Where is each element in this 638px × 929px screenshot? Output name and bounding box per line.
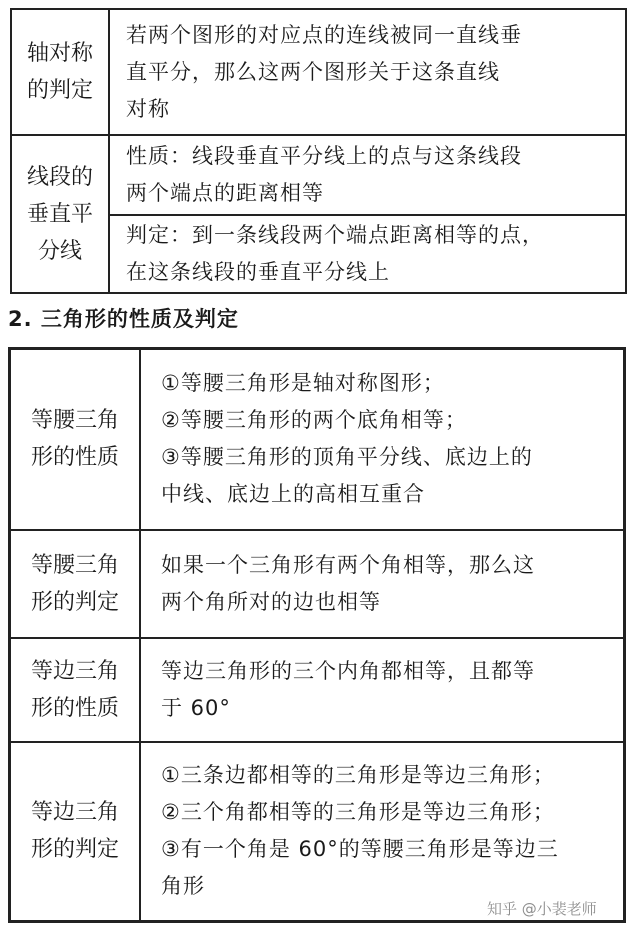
table-row <box>11 9 626 135</box>
label-line: 等边三角 <box>30 658 119 684</box>
content-line: ②等腰三角形的两个底角相等； <box>161 408 467 433</box>
row-label <box>11 9 109 135</box>
content-line: 两个角所对的边也相等 <box>161 589 381 614</box>
label-line: 垂直平 <box>26 201 93 227</box>
axial-symmetry-table <box>10 8 627 294</box>
label-line: 等腰三角 <box>30 408 119 434</box>
content-line: ①三条边都相等的三角形是等边三角形； <box>161 763 555 788</box>
content-line: 直平分，那么这两个图形关于这条直线 <box>126 59 500 84</box>
label-line: 分线 <box>37 238 82 264</box>
table-row <box>11 135 626 215</box>
row-content <box>140 530 625 638</box>
row-label <box>11 135 109 293</box>
content-line: 在这条线段的垂直平分线上 <box>126 260 390 284</box>
content-line: 若两个图形的对应点的连线被同一直线垂 <box>126 22 522 47</box>
section-heading: 2. 三角形的性质及判定 <box>8 307 239 331</box>
content-line: ③等腰三角形的顶角平分线、底边上的 <box>161 445 533 470</box>
row-label <box>10 349 141 530</box>
table-row <box>10 742 625 922</box>
content-line: ③有一个角是 60°的等腰三角形是等边三 <box>161 837 559 862</box>
label-line: 轴对称 <box>26 41 93 66</box>
row-label <box>10 742 141 922</box>
content-line: 角形 <box>161 874 205 899</box>
row-content <box>140 638 625 742</box>
row-content <box>140 349 625 530</box>
triangle-properties-table <box>8 347 626 923</box>
row-content <box>109 135 626 215</box>
label-line: 等边三角 <box>30 800 119 826</box>
content-line: ①等腰三角形是轴对称图形； <box>161 371 445 396</box>
content-line: 对称 <box>126 96 170 121</box>
content-line: 两个端点的距离相等 <box>126 181 324 205</box>
content-line: 如果一个三角形有两个角相等，那么这 <box>161 552 535 577</box>
content-line: 于 60° <box>161 695 231 720</box>
row-label <box>10 638 141 742</box>
watermark: 知乎 @小裴老师 <box>487 900 597 918</box>
row-content <box>109 215 626 293</box>
label-line: 形的性质 <box>30 445 119 471</box>
table-row <box>10 530 625 638</box>
content-line: 判定：到一条线段两个端点距离相等的点， <box>126 223 544 247</box>
label-line: 形的判定 <box>30 589 119 615</box>
content-line: 中线、底边上的高相互重合 <box>161 482 425 507</box>
row-content <box>140 742 625 922</box>
row-label <box>10 530 141 638</box>
label-line: 形的判定 <box>30 837 119 863</box>
content-line: 性质：线段垂直平分线上的点与这条线段 <box>126 144 522 168</box>
content-line: ②三个角都相等的三角形是等边三角形； <box>161 800 555 825</box>
label-line: 形的性质 <box>30 695 119 721</box>
label-line: 等腰三角 <box>30 552 119 578</box>
label-line: 线段的 <box>26 164 93 190</box>
table-row <box>10 349 625 530</box>
content-line: 等边三角形的三个内角都相等，且都等 <box>161 658 535 683</box>
label-line: 的判定 <box>26 78 93 103</box>
row-content <box>109 9 626 135</box>
table-row <box>10 638 625 742</box>
